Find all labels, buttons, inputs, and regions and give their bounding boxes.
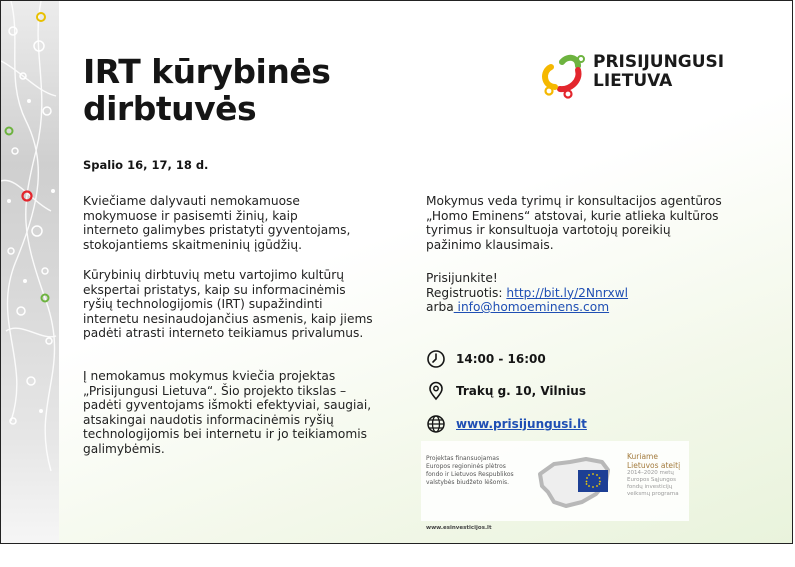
join-text: Prisijunkite! xyxy=(426,271,498,285)
register-link[interactable]: http://bit.ly/2Nnrxwl xyxy=(506,285,629,300)
project-paragraph xyxy=(83,369,403,456)
lithuania-map-eu-flag-icon xyxy=(536,456,626,511)
text-line: ryšių technologijomis (IRT) supažindinti xyxy=(83,297,323,311)
text-line: veiksmų programa xyxy=(627,491,679,497)
text-line: technologijomis bei internetu ir jo teikiamomis xyxy=(83,427,367,441)
text-line: padėti gyventojams išmokti efektyviai, saugiai, xyxy=(83,398,372,412)
funding-slogan xyxy=(627,452,680,498)
email-line xyxy=(426,300,771,315)
time-row xyxy=(426,349,546,369)
text-line: ekspertai pristatys, kaip su informacinėmis xyxy=(83,282,346,297)
clock-icon xyxy=(426,349,446,369)
text-line: Kviečiame dalyvauti nemokamuose xyxy=(83,194,300,208)
text-line: 2014–2020 metų xyxy=(627,470,674,476)
organizer-paragraph xyxy=(426,194,771,252)
text-line: Europos Sąjungos xyxy=(627,477,677,483)
text-line: Į nemokamus mokymus kviečia projektas xyxy=(83,369,336,383)
logo-wordmark xyxy=(593,53,724,91)
event-dates: Spalio 16, 17, 18 d. xyxy=(83,158,209,172)
globe-icon xyxy=(426,414,446,434)
text-line: mokymuose ir pasisemti žinių, kaip xyxy=(83,208,298,223)
esinvesticijos-link[interactable]: www.esinvesticijos.lt xyxy=(426,525,492,531)
text-line: galimybėmis. xyxy=(83,441,165,456)
time-text: 14:00 - 16:00 xyxy=(456,352,546,366)
website-link[interactable]: www.prisijungusi.lt xyxy=(456,417,587,431)
address-text: Trakų g. 10, Vilnius xyxy=(456,384,586,398)
text-line: „Homo Eminens“ atstovai, kurie atlieka kultūros xyxy=(426,208,719,223)
intro-paragraph xyxy=(83,194,403,252)
text-line: fondų investicijų xyxy=(627,484,673,490)
slogan-line-2: Lietuvos ateitį xyxy=(627,461,681,470)
logo-line-1: PRISIJUNGUSI xyxy=(593,52,725,72)
text-line: interneto galimybes pristatyti gyventojams, xyxy=(83,223,351,237)
logo-mark-icon xyxy=(537,53,587,99)
logo-line-2: LIETUVA xyxy=(593,71,673,91)
register-line xyxy=(426,286,771,301)
text-line: fondo ir Lietuvos Respublikos xyxy=(426,471,514,478)
text-line: tyrimus ir konsultuoja vartotojų poreikių xyxy=(426,223,671,237)
title-line-1: IRT kūrybinės xyxy=(83,52,331,91)
experts-paragraph xyxy=(83,268,403,341)
text-line: Kūrybinių dirbtuvių metu vartojimo kultūrų xyxy=(83,268,345,282)
slogan-line-1: Kuriame xyxy=(627,452,658,461)
funding-text xyxy=(426,455,536,487)
address-row xyxy=(426,381,586,401)
text-line: internetu nesinaudojančius asmenis, kaip jiems xyxy=(83,311,373,326)
text-line: Projektas finansuojamas xyxy=(426,455,500,462)
or-label: arba xyxy=(426,300,454,314)
title-line-2: dirbtuvės xyxy=(83,89,257,128)
email-link[interactable]: info@homoeminens.com xyxy=(453,300,610,314)
location-pin-icon xyxy=(426,381,446,401)
text-line: „Prisijungusi Lietuva“. Šio projekto tikslas – xyxy=(83,383,347,398)
text-line: padėti atrasti interneto teikiamus privalumus. xyxy=(83,326,364,340)
page-title xyxy=(83,53,330,127)
text-line: Mokymus veda tyrimų ir konsultacijos agentūros xyxy=(426,194,722,208)
text-line: atsakingai naudotis informacinėmis ryšių xyxy=(83,412,334,427)
decorative-network-strip xyxy=(1,1,59,544)
text-line: Europos regioninės plėtros xyxy=(426,463,506,470)
registration-block xyxy=(426,271,771,315)
text-line: valstybės biudžeto lėšomis. xyxy=(426,479,510,486)
register-label: Registruotis: xyxy=(426,285,507,300)
text-line: stokojantiems skaitmeninių įgūdžių. xyxy=(83,237,302,252)
text-line: pažinimo klausimais. xyxy=(426,237,554,252)
prisijungusi-lietuva-logo xyxy=(537,53,747,103)
website-row xyxy=(426,414,587,434)
